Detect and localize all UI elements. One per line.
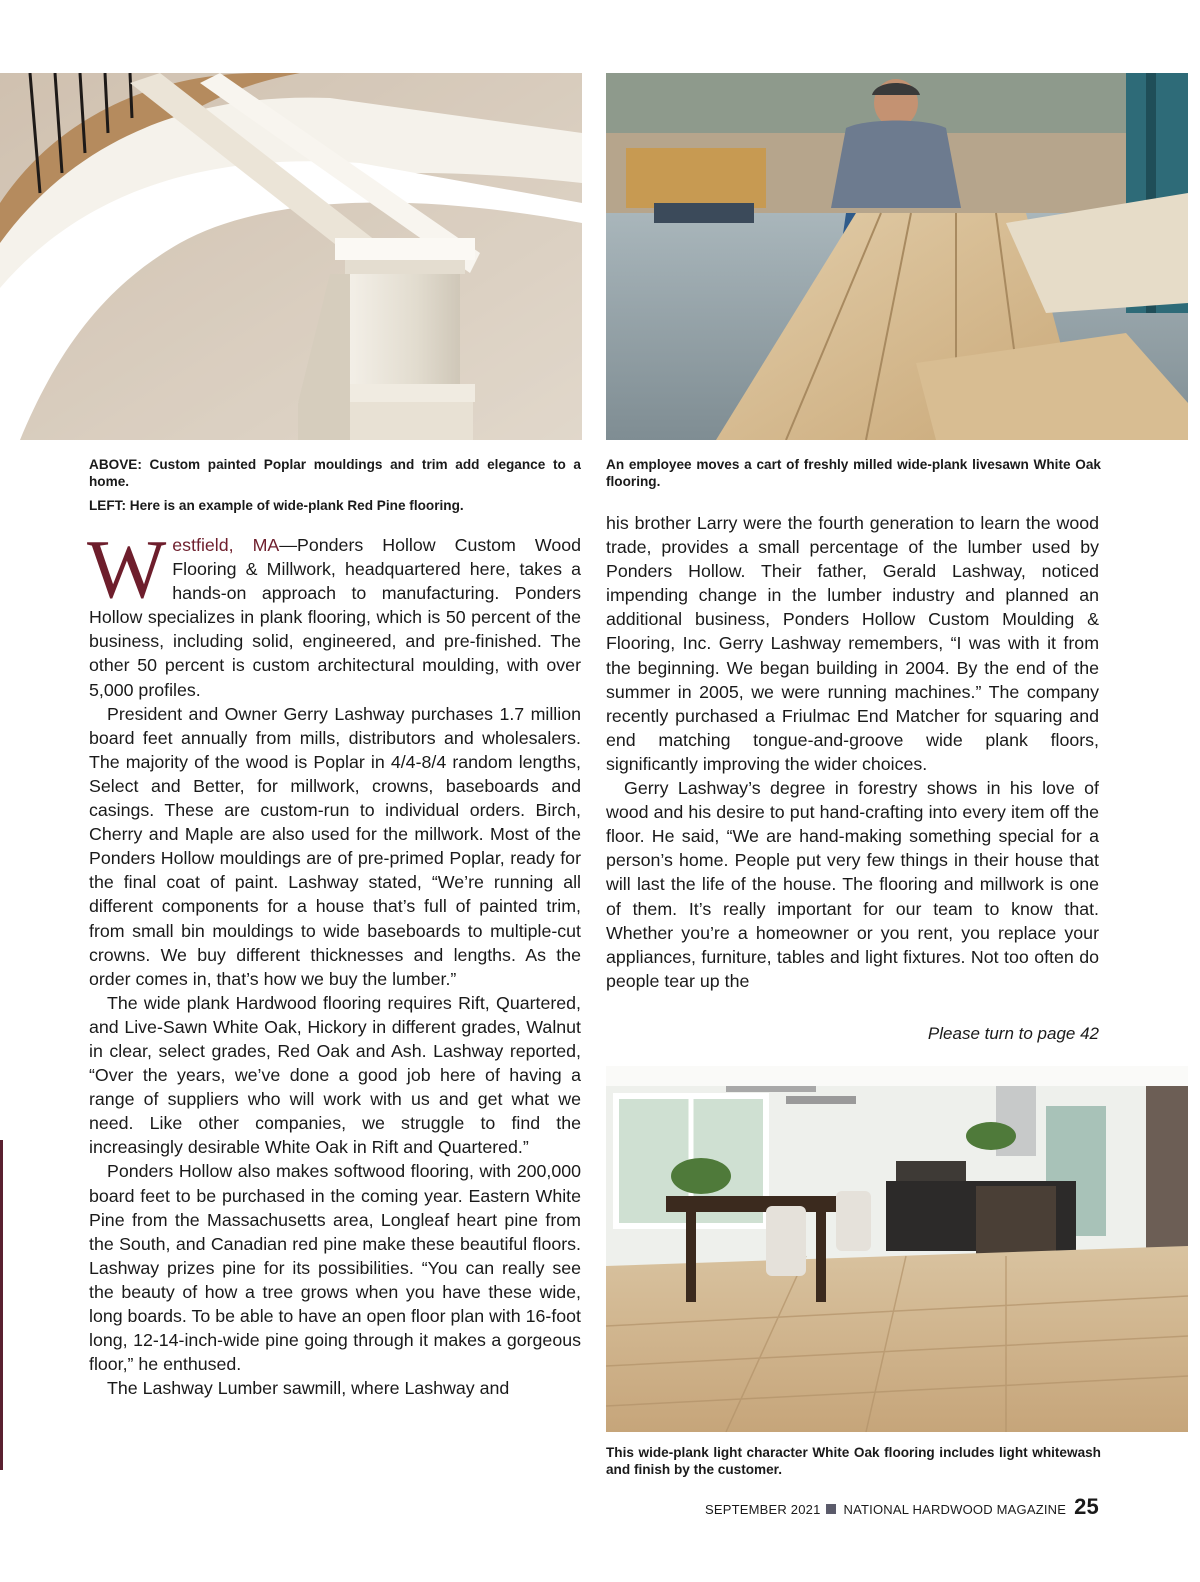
article-paragraph-2: President and Owner Gerry Lashway purchases 1.7 million board feet annually from mills, distributors and wholesalers. The majority of the wood is Poplar in 4/4-8/4 random lengths, Select and Better, for millwork, crowns, baseboards and casings. These are custom-run to individual orders. Birch, Cherry and Maple are also used for the millwork. Most of the Ponders Hollow mouldings are of pre-primed Poplar, ready for the final coat of paint. Lashway stated, “We’re running all different components for a house that’s full of painted trim, from small bin mouldings to wide baseboards to multiple-cut crowns. We buy different thicknesses and lengths. As the order comes in, that’s how we buy the lumber.” bbox=[89, 703, 581, 989]
article-column-left bbox=[87, 523, 581, 1400]
article-paragraph-3: The wide plank Hardwood flooring requires Rift, Quartered, and Live-Sawn White Oak, Hickory in different grades, Walnut in clear, select grades, Red Oak and Ash. Lashway reported, “Over the years, we’ve done a good job here of having a range of suppliers who will work with us and get what we need. Like other companies, we struggle to find the increasingly desirable White Oak in Rift and Quartered.” bbox=[89, 992, 581, 1158]
caption-left: LEFT: Here is an example of wide-plank Red Pine flooring. bbox=[89, 498, 464, 513]
article-paragraph-5-continued: his brother Larry were the fourth generation to learn the wood trade, provides a small percentage of the lumber used by Ponders Hollow. Their father, Gerald Lashway, noticed impending change in the lumber industry and planned an additional business, Ponders Hollow Custom Moulding & Flooring, Inc. Gerry Lashway remembers, “I was with it from the beginning. We began building in 2004. By the end of the summer in 2005, we were running machines.” The company recently purchased a Friulmac End Matcher for squaring and end matching tongue-and-groove wide plank floors, significantly improving the wider choices. bbox=[606, 513, 1099, 774]
caption-above: ABOVE: Custom painted Poplar mouldings and trim add elegance to a home. bbox=[89, 457, 581, 489]
kitchen-flooring-photo bbox=[606, 1066, 1188, 1432]
moulding-trim-photo bbox=[0, 73, 582, 440]
caption-employee: An employee moves a cart of freshly milled wide-plank livesawn White Oak flooring. bbox=[606, 457, 1101, 489]
continued-jump-line: Please turn to page 42 bbox=[927, 1024, 1099, 1043]
issue-date: SEPTEMBER 2021 bbox=[705, 1502, 821, 1517]
article-paragraph-5-start: The Lashway Lumber sawmill, where Lashway and bbox=[107, 1378, 510, 1399]
article-paragraph-1 bbox=[87, 523, 581, 702]
caption-kitchen: This wide-plank light character White Oak flooring includes light whitewash and finish by the customer. bbox=[606, 1445, 1101, 1477]
article-paragraph-4: Ponders Hollow also makes softwood flooring, with 200,000 board feet to be purchased in the coming year. Eastern White Pine from the Massachusetts area, Longleaf heart pine from the South, and Canadian red pine make these beautiful floors. Lashway prizes pine for its possibilities. “You can really see the beauty of how a tree grows when you have these wide, long boards. To be able to have an open floor plan with 16-foot long, 12-14-inch-wide pine going through it makes a gorgeous floor,” he enthused. bbox=[89, 1161, 581, 1375]
workshop-employee-photo bbox=[606, 73, 1188, 440]
page-number: 25 bbox=[1074, 1494, 1099, 1519]
left-edge-strip-bottom bbox=[0, 1140, 3, 1470]
dateline: estfield, MA bbox=[172, 535, 280, 555]
article-paragraph-6: Gerry Lashway’s degree in forestry shows in his love of wood and his desire to put hand-crafting into every item off the floor. He said, “We are hand-making something special for a person’s home. People put very few things in their house that will last the life of the house. The flooring and millwork is one of them. It’s really important for our team to know that. Whether you’re a homeowner or you rent, you replace your appliances, furniture, tables and light fixtures. Not too often do people tear up the bbox=[606, 778, 1099, 991]
article-column-right bbox=[606, 511, 1099, 993]
page-footer bbox=[705, 1494, 1099, 1520]
paragraph-1-text: —Ponders Hollow Custom Wood Flooring & Millwork, headquartered here, takes a hands-on approach to manufacturing. Ponders Hollow specializes in plank flooring, which is 50 percent of the business, including solid, engineered, and pre-finished. The other 50 percent is custom architectural moulding, with over 5,000 profiles. bbox=[89, 535, 581, 700]
magazine-name: NATIONAL HARDWOOD MAGAZINE bbox=[843, 1502, 1067, 1517]
separator-square-icon bbox=[826, 1504, 836, 1514]
drop-cap: W bbox=[87, 523, 167, 616]
